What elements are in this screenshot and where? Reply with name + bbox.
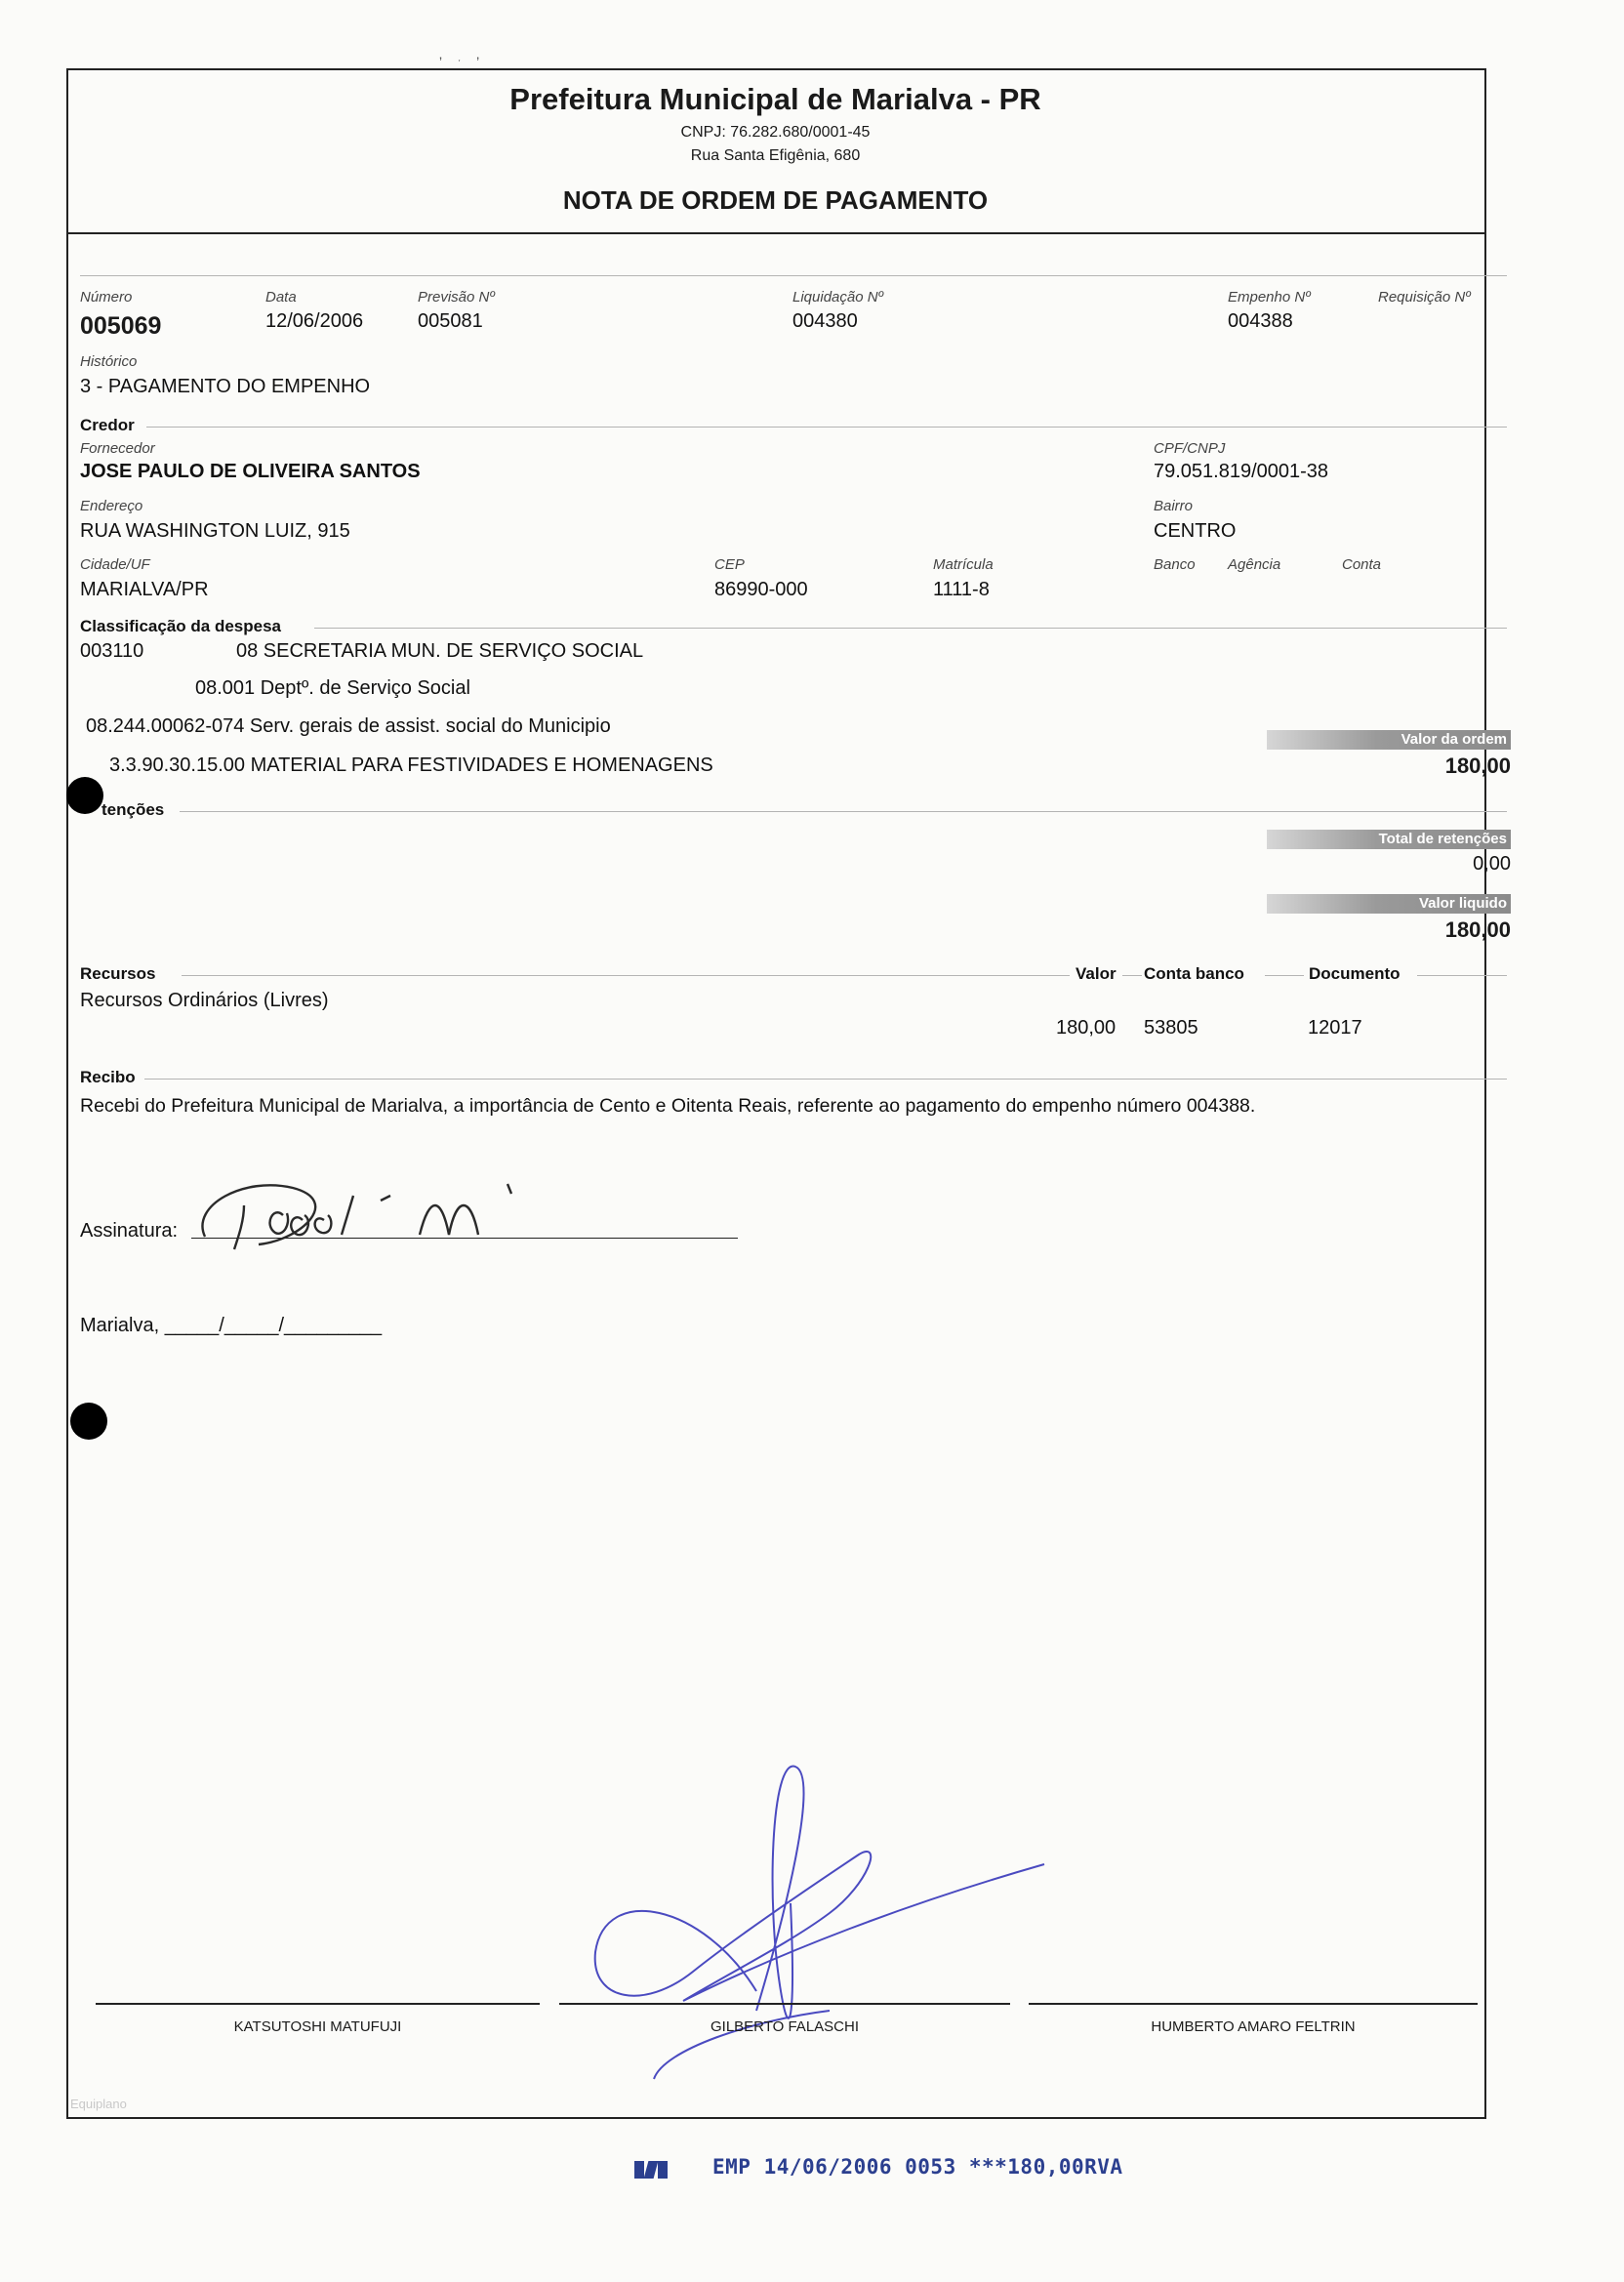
endereco-value: RUA WASHINGTON LUIZ, 915 (80, 520, 350, 542)
assinatura-label: Assinatura: (80, 1220, 179, 1242)
previsao-label: Previsão Nº (418, 289, 495, 306)
classificacao-departamento: 08.001 Deptº. de Serviço Social (195, 677, 470, 699)
signature-line-1 (96, 2003, 540, 2005)
signature-line-2 (559, 2003, 1010, 2005)
cpf-label: CPF/CNPJ (1154, 440, 1226, 457)
liquidacao-label: Liquidação Nº (792, 289, 884, 306)
signature-line-3 (1029, 2003, 1478, 2005)
header-separator (66, 232, 1484, 234)
valor-liquido-label: Valor liquido (1267, 894, 1511, 914)
classificacao-section-title: Classificação da despesa (80, 617, 282, 635)
signatory-2: GILBERTO FALASCHI (710, 2018, 859, 2035)
recursos-conta-banco: 53805 (1144, 1017, 1198, 1039)
recursos-rule-4 (1417, 975, 1507, 976)
bottom-signature (586, 1757, 1054, 2089)
recursos-conta-header: Conta banco (1144, 964, 1244, 983)
classificacao-elemento: 3.3.90.30.15.00 MATERIAL PARA FESTIVIDADES E HOMENAGENS (109, 754, 713, 776)
recibo-rule (144, 1079, 1507, 1080)
classificacao-rule (314, 628, 1507, 629)
credor-rule (146, 427, 1507, 428)
bairro-value: CENTRO (1154, 520, 1237, 542)
classificacao-codigo: 003110 (80, 640, 144, 662)
fornecedor-value: JOSE PAULO DE OLIVEIRA SANTOS (80, 461, 421, 482)
cep-value: 86990-000 (714, 579, 808, 600)
historico-value: 3 - PAGAMENTO DO EMPENHO (80, 376, 371, 397)
matricula-value: 1111-8 (933, 579, 990, 600)
signatory-1: KATSUTOSHI MATUFUJI (233, 2018, 402, 2035)
recursos-documento: 12017 (1308, 1017, 1362, 1039)
recursos-rule-2 (1122, 975, 1142, 976)
retencoes-section-title: tenções (102, 800, 165, 819)
recursos-documento-header: Documento (1309, 964, 1401, 983)
empenho-value: 004388 (1228, 310, 1293, 332)
recibo-texto: Recebi do Prefeitura Municipal de Marialva, a importância de Cento e Oitenta Reais, referente ao pagamento do empenho número 004388. (80, 1095, 1256, 1117)
historico-label: Histórico (80, 353, 138, 370)
cep-label: CEP (714, 556, 745, 573)
valor-liquido-value: 180,00 (1444, 917, 1511, 942)
scan-top-marks: ʼ ˑ ʼ (439, 55, 480, 70)
classificacao-programa: 08.244.00062-074 Serv. gerais de assist. social do Municipio (86, 715, 611, 737)
banco-label: Banco (1154, 556, 1196, 573)
conta-label: Conta (1342, 556, 1382, 573)
cpf-value: 79.051.819/0001-38 (1154, 461, 1329, 482)
document-title: NOTA DE ORDEM DE PAGAMENTO (562, 185, 989, 215)
agencia-label: Agência (1228, 556, 1281, 573)
credor-section-title: Credor (80, 416, 135, 434)
recursos-rule-3 (1265, 975, 1304, 976)
total-retencoes-value: 0,00 (1473, 853, 1511, 875)
previsao-value: 005081 (418, 310, 483, 332)
valor-ordem-value: 180,00 (1444, 754, 1511, 778)
total-retencoes-label: Total de retenções (1267, 830, 1511, 849)
watermark: Equiplano (70, 2097, 127, 2111)
endereco-label: Endereço (80, 498, 143, 514)
retencoes-rule (180, 811, 1507, 812)
cnpj-text: CNPJ: 76.282.680/0001-45 (680, 124, 871, 141)
recibo-signature (185, 1166, 605, 1254)
valor-ordem-label: Valor da ordem (1267, 730, 1511, 750)
local-data: Marialva, _____/_____/_________ (80, 1315, 383, 1336)
punch-hole-mark-2 (70, 1403, 107, 1440)
page-title: Prefeitura Municipal de Marialva - PR (509, 82, 1041, 116)
bank-stamp: EMP 14/06/2006 0053 ***180,00RVA (712, 2155, 1123, 2179)
bairro-label: Bairro (1154, 498, 1194, 514)
top-rule (80, 275, 1507, 276)
matricula-label: Matrícula (933, 556, 994, 573)
recursos-section-title: Recursos (80, 964, 156, 983)
requisicao-label: Requisição Nº (1378, 289, 1471, 306)
recursos-valor-header: Valor (1076, 964, 1116, 983)
liquidacao-value: 004380 (792, 310, 858, 332)
recursos-rule (182, 975, 1070, 976)
signatory-3: HUMBERTO AMARO FELTRIN (1151, 2018, 1356, 2035)
address-text: Rua Santa Efigênia, 680 (690, 147, 861, 164)
bank-logo-icon (634, 2157, 670, 2182)
recursos-descricao: Recursos Ordinários (Livres) (80, 990, 329, 1011)
recibo-section-title: Recibo (80, 1068, 136, 1086)
empenho-label: Empenho Nº (1228, 289, 1311, 306)
numero-label: Número (80, 289, 133, 306)
classificacao-secretaria: 08 SECRETARIA MUN. DE SERVIÇO SOCIAL (236, 640, 644, 662)
cidade-value: MARIALVA/PR (80, 579, 209, 600)
data-value: 12/06/2006 (265, 310, 364, 332)
data-label: Data (265, 289, 297, 306)
recursos-valor: 180,00 (1056, 1017, 1116, 1039)
cidade-label: Cidade/UF (80, 556, 150, 573)
punch-hole-mark (66, 777, 103, 814)
numero-value: 005069 (80, 312, 162, 340)
fornecedor-label: Fornecedor (80, 440, 155, 457)
